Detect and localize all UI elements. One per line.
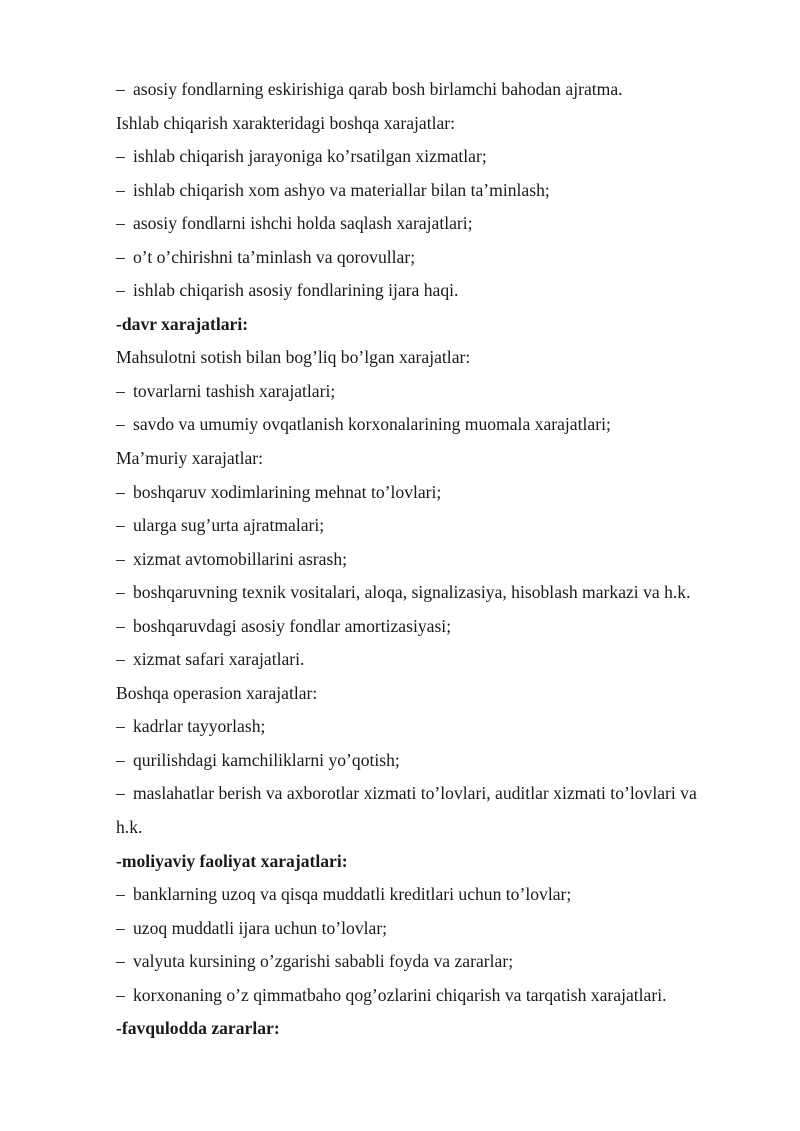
- bullet-dash: –: [116, 716, 125, 737]
- line-text: savdo va umumiy ovqatlanish korxonalarining muomala xarajatlari;: [133, 414, 611, 435]
- paragraph-line: [116, 811, 748, 845]
- line-text: asosiy fondlarning eskirishiga qarab bosh birlamchi bahodan ajratma.: [133, 79, 623, 99]
- bullet-item: [116, 912, 748, 946]
- line-text: kadrlar tayyorlash;: [133, 716, 266, 737]
- bullet-dash: –: [116, 481, 125, 502]
- section-heading: [116, 845, 748, 879]
- bullet-item: [116, 241, 748, 275]
- bullet-dash: –: [116, 582, 125, 603]
- line-text: asosiy fondlarni ishchi holda saqlash xarajatlari;: [133, 213, 473, 234]
- line-text: tovarlarni tashish xarajatlari;: [133, 380, 336, 401]
- line-text: uzoq muddatli ijara uchun to’lovlar;: [133, 917, 388, 938]
- line-text: -davr xarajatlari:: [116, 313, 249, 334]
- bullet-dash: –: [116, 280, 125, 301]
- bullet-dash: –: [116, 884, 125, 905]
- bullet-item: [116, 643, 748, 677]
- bullet-item: [116, 979, 748, 1013]
- line-text: maslahatlar berish va axborotlar xizmati to’lovlari, auditlar xizmati to’lovlari va: [133, 783, 697, 804]
- line-text: -moliyaviy faoliyat xarajatlari:: [116, 850, 348, 871]
- bullet-dash: –: [116, 951, 125, 972]
- bullet-item: [116, 73, 748, 107]
- bullet-dash: –: [116, 246, 125, 267]
- paragraph-line: [116, 107, 748, 141]
- line-text: boshqaruv xodimlarining mehnat to’lovlari;: [133, 481, 442, 502]
- bullet-item: [116, 610, 748, 644]
- bullet-dash: –: [116, 615, 125, 636]
- line-text: xizmat avtomobillarini asrash;: [133, 548, 348, 569]
- bullet-item: [116, 878, 748, 912]
- bullet-item: [116, 576, 748, 610]
- line-text: ishlab chiqarish asosiy fondlarining ijara haqi.: [133, 280, 459, 301]
- line-text: valyuta kursining o’zgarishi sababli foyda va zararlar;: [133, 951, 514, 972]
- bullet-dash: –: [116, 649, 125, 670]
- bullet-item: [116, 509, 748, 543]
- line-text: Ishlab chiqarish xarakteridagi boshqa xarajatlar:: [116, 112, 456, 133]
- bullet-item: [116, 140, 748, 174]
- bullet-item: [116, 710, 748, 744]
- bullet-dash: –: [116, 414, 125, 435]
- bullet-dash: –: [116, 749, 125, 770]
- section-heading: [116, 1012, 748, 1046]
- paragraph-line: [116, 341, 748, 375]
- bullet-item: [116, 274, 748, 308]
- bullet-item: [116, 476, 748, 510]
- line-text: Boshqa operasion xarajatlar:: [116, 682, 318, 703]
- bullet-item: [116, 744, 748, 778]
- line-text: xizmat safari xarajatlari.: [133, 649, 305, 670]
- bullet-dash: –: [116, 515, 125, 536]
- line-text: korxonaning o’z qimmatbaho qog’ozlarini chiqarish va tarqatish xarajatlari.: [133, 984, 667, 1005]
- bullet-item: [116, 207, 748, 241]
- bullet-dash: –: [116, 146, 125, 167]
- bullet-dash: –: [116, 179, 125, 200]
- line-text: boshqaruvdagi asosiy fondlar amortizasiyasi;: [133, 615, 452, 636]
- line-text: banklarning uzoq va qisqa muddatli kreditlari uchun to’lovlar;: [133, 884, 572, 905]
- bullet-item: [116, 408, 748, 442]
- document-body: [116, 73, 748, 1046]
- line-text: Ma’muriy xarajatlar:: [116, 448, 264, 469]
- bullet-dash: –: [116, 380, 125, 401]
- line-text: boshqaruvning texnik vositalari, aloqa, signalizasiya, hisoblash markazi va h.k.: [133, 582, 691, 603]
- bullet-item: [116, 375, 748, 409]
- bullet-item: [116, 543, 748, 577]
- line-text: ishlab chiqarish xom ashyo va materiallar bilan ta’minlash;: [133, 179, 550, 200]
- bullet-item: [116, 777, 748, 811]
- bullet-dash: –: [116, 917, 125, 938]
- paragraph-line: [116, 677, 748, 711]
- line-text: h.k.: [116, 817, 143, 838]
- bullet-dash: –: [116, 984, 125, 1005]
- bullet-item: [116, 174, 748, 208]
- line-text: Mahsulotni sotish bilan bog’liq bo’lgan xarajatlar:: [116, 347, 471, 368]
- bullet-item: [116, 945, 748, 979]
- paragraph-line: [116, 442, 748, 476]
- line-text: ishlab chiqarish jarayoniga ko’rsatilgan xizmatlar;: [133, 146, 487, 167]
- bullet-dash: –: [116, 213, 125, 234]
- section-heading: [116, 308, 748, 342]
- line-text: qurilishdagi kamchiliklarni yo’qotish;: [133, 749, 400, 770]
- bullet-dash: –: [116, 548, 125, 569]
- line-text: -favqulodda zararlar:: [116, 1018, 280, 1039]
- line-text: o’t o’chirishni ta’minlash va qorovullar;: [133, 246, 416, 267]
- bullet-dash: –: [116, 79, 125, 99]
- bullet-dash: –: [116, 783, 125, 804]
- line-text: ularga sug’urta ajratmalari;: [133, 515, 325, 536]
